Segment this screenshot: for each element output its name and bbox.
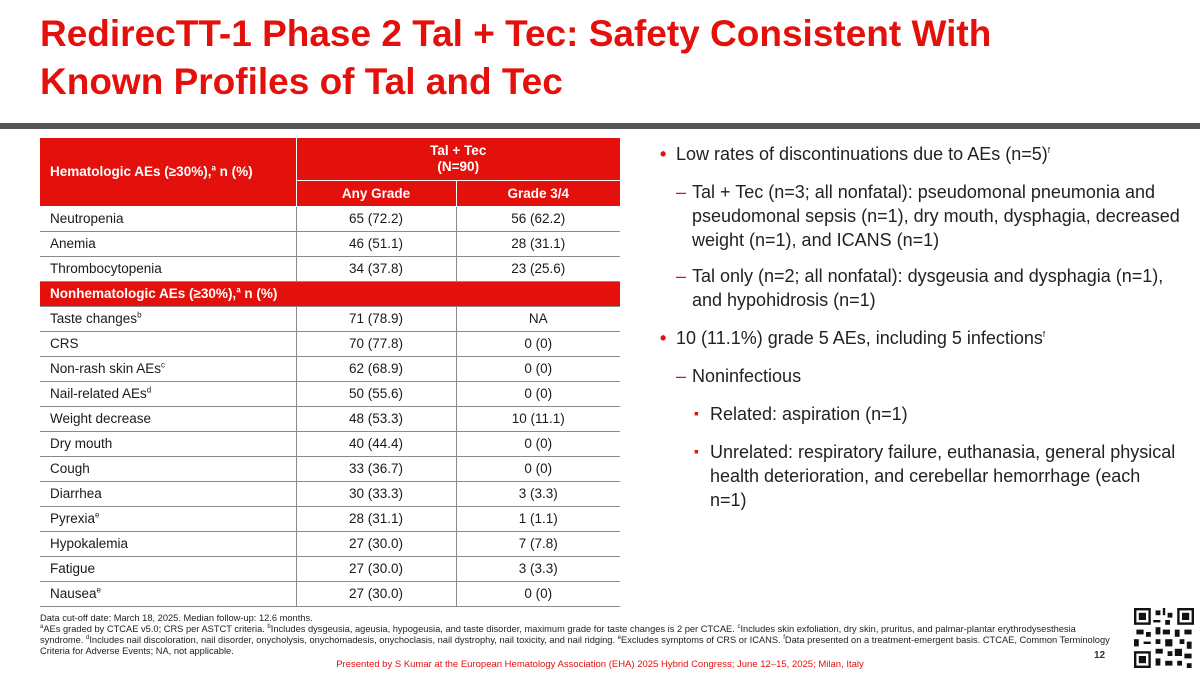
grade-3-4-cell: 10 (11.1)	[456, 406, 620, 431]
ae-name-cell: CRS	[40, 331, 296, 356]
table-row	[40, 331, 620, 356]
ae-name-cell: Hypokalemia	[40, 531, 296, 556]
bullet-tal-tec-discontinuations: – Tal + Tec (n=3; all nonfatal): pseudomonal pneumonia and pseudomonal sepsis (n=1), dry mouth, dysphagia, decreased weight (n=1), and ICANS (n=1)	[676, 182, 1180, 250]
any-grade-cell: 30 (33.3)	[296, 481, 456, 506]
any-grade-cell: 33 (36.7)	[296, 456, 456, 481]
table-row	[40, 481, 620, 506]
any-grade-cell: 27 (30.0)	[296, 531, 456, 556]
grade-3-4-cell: 3 (3.3)	[456, 481, 620, 506]
any-grade-cell: 50 (55.6)	[296, 381, 456, 406]
ae-name-cell: Fatigue	[40, 556, 296, 581]
any-grade-cell: 48 (53.3)	[296, 406, 456, 431]
ae-name-cell: Thrombocytopenia	[40, 256, 296, 281]
table-row	[40, 406, 620, 431]
grade-3-4-cell: 0 (0)	[456, 456, 620, 481]
bullet-discontinuations: • Low rates of discontinuations due to AEs (n=5)$^f$	[660, 144, 1050, 164]
any-grade-header: Any Grade	[296, 180, 456, 206]
footnote-cutoff: Data cut-off date: March 18, 2025. Median follow-up: 12.6 months.	[40, 613, 313, 623]
ae-name-cell: Weight decrease	[40, 406, 296, 431]
ae-name-cell: Diarrhea	[40, 481, 296, 506]
any-grade-cell: 71 (78.9)	[296, 306, 456, 331]
table-row	[40, 256, 620, 281]
grade-3-4-cell: 3 (3.3)	[456, 556, 620, 581]
footnotes	[40, 613, 1120, 657]
grade-3-4-cell: 56 (62.2)	[456, 206, 620, 231]
hematologic-header: Hematologic AEs (≥30%),$^a$ n (%)	[40, 138, 296, 206]
table-row	[40, 506, 620, 531]
grade-3-4-cell: 0 (0)	[456, 431, 620, 456]
table-row	[40, 206, 620, 231]
grade-3-4-cell: 0 (0)	[456, 581, 620, 606]
any-grade-cell: 28 (31.1)	[296, 506, 456, 531]
any-grade-cell: 34 (37.8)	[296, 256, 456, 281]
treatment-group-header: Tal + Tec (N=90)	[296, 138, 620, 180]
grade-3-4-cell: 1 (1.1)	[456, 506, 620, 531]
slide-title-line-1: RedirecTT-1 Phase 2 Tal + Tec: Safety Consistent With	[40, 13, 992, 54]
any-grade-cell: 27 (30.0)	[296, 581, 456, 606]
ae-name-cell: Cough	[40, 456, 296, 481]
grade-3-4-cell: 0 (0)	[456, 356, 620, 381]
ae-name-cell: Pyrexia$^e$	[40, 506, 296, 531]
title-divider	[0, 123, 1200, 129]
summary-bullets	[660, 142, 1180, 512]
bullet-related: ▪ Related: aspiration (n=1)	[694, 404, 908, 424]
any-grade-cell: 65 (72.2)	[296, 206, 456, 231]
ae-name-cell: Anemia	[40, 231, 296, 256]
grade-3-4-cell: NA	[456, 306, 620, 331]
ae-name-cell: Nail-related AEs$^d$	[40, 381, 296, 406]
ae-name-cell: Dry mouth	[40, 431, 296, 456]
table-row	[40, 431, 620, 456]
grade-3-4-header: Grade 3/4	[456, 180, 620, 206]
page-number: 12	[1094, 650, 1106, 661]
ae-name-cell: Nausea$^e$	[40, 581, 296, 606]
table-row	[40, 231, 620, 256]
table-row	[40, 456, 620, 481]
table-row	[40, 381, 620, 406]
grade-3-4-cell: 0 (0)	[456, 331, 620, 356]
ae-name-cell: Neutropenia	[40, 206, 296, 231]
any-grade-cell: 27 (30.0)	[296, 556, 456, 581]
bullet-grade-5-aes: • 10 (11.1%) grade 5 AEs, including 5 infections$^f$	[660, 328, 1046, 348]
any-grade-cell: 62 (68.9)	[296, 356, 456, 381]
bullet-tal-only-discontinuations: – Tal only (n=2; all nonfatal): dysgeusia and dysphagia (n=1), and hypohidrosis (n=1)	[676, 266, 1164, 310]
any-grade-cell: 46 (51.1)	[296, 231, 456, 256]
qr-code-icon[interactable]	[1134, 608, 1194, 668]
grade-3-4-cell: 23 (25.6)	[456, 256, 620, 281]
slide-title-line-2: Known Profiles of Tal and Tec	[40, 61, 563, 102]
ae-name-cell: Taste changes$^b$	[40, 306, 296, 331]
grade-3-4-cell: 7 (7.8)	[456, 531, 620, 556]
table-row	[40, 556, 620, 581]
bullet-noninfectious: – Noninfectious	[676, 366, 802, 386]
bullet-unrelated: ▪ Unrelated: respiratory failure, euthanasia, general physical health deterioration, and cerebellar hemorrhage (each n=1)	[694, 442, 1176, 510]
presenter-credit: Presented by S Kumar at the European Hematology Association (EHA) 2025 Hybrid Congress; June 12–15, 2025; Milan, Italy	[336, 659, 864, 670]
table-row	[40, 531, 620, 556]
nonhematologic-section-header: Nonhematologic AEs (≥30%),$^a$ n (%)	[40, 281, 620, 306]
any-grade-cell: 70 (77.8)	[296, 331, 456, 356]
grade-3-4-cell: 0 (0)	[456, 381, 620, 406]
footnote-definitions: $^a$AEs graded by CTCAE v5.0; CRS per ASTCT criteria. $^b$Includes dysgeusia, ageusia, hypogeusia, and taste disorder, maximum grade for taste changes is 2 per CTCAE. $^c$Includes skin exfoliation, dry skin, pruritus, and palmar-plantar erythrodysesthesia syndrome. $^d$Includes nail discoloration, nail disorder, onycholysis, onychomadesis, onychoclasis, nail dystrophy, nail toxicity, and nail ridging. $^e$Excludes symptoms of CRS or ICANS. $^f$Data presented on a treatment-emergent basis. CTCAE, Common Terminology Criteria for Adverse Events; NA, not applicable.	[40, 623, 1110, 656]
table-row	[40, 306, 620, 331]
slide-title	[40, 10, 1170, 106]
table-row	[40, 581, 620, 606]
any-grade-cell: 40 (44.4)	[296, 431, 456, 456]
adverse-events-table	[40, 138, 620, 607]
ae-name-cell: Non-rash skin AEs$^c$	[40, 356, 296, 381]
table-row	[40, 356, 620, 381]
grade-3-4-cell: 28 (31.1)	[456, 231, 620, 256]
